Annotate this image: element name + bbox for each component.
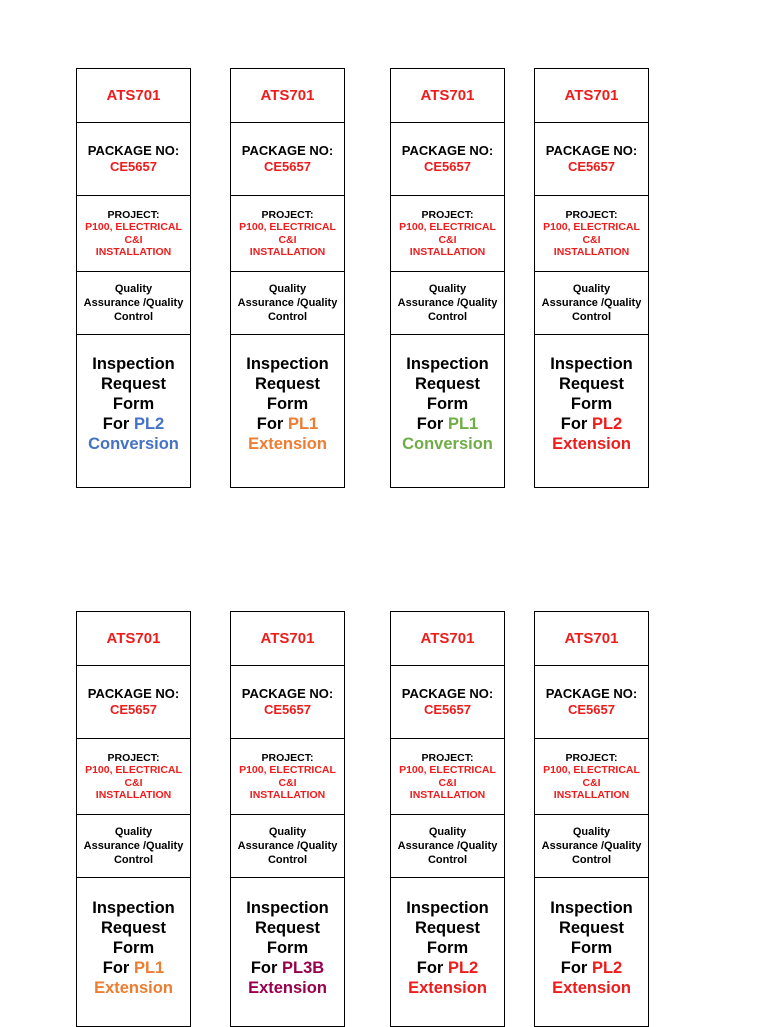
- for-word: For: [250, 959, 278, 977]
- project-line: INSTALLATION: [553, 246, 630, 258]
- form-for-line: [103, 958, 164, 978]
- qa-line: Control: [427, 311, 468, 323]
- form-title-cell: [535, 335, 648, 487]
- qa-line: Quality: [268, 283, 307, 295]
- qa-line: Quality: [572, 283, 611, 295]
- package-label: PACKAGE NO:: [87, 686, 180, 701]
- project-label: PROJECT:: [107, 208, 160, 221]
- project-cell: [77, 196, 190, 272]
- spine-label: [534, 611, 649, 1027]
- form-kind: Extension: [248, 435, 327, 453]
- label-code: [391, 612, 504, 666]
- form-line: Form: [112, 395, 155, 413]
- package-number: CE5657: [264, 702, 311, 717]
- form-kind: Conversion: [402, 435, 493, 453]
- spine-label: [534, 68, 649, 488]
- project-cell: [535, 739, 648, 815]
- qa-line: Control: [113, 311, 154, 323]
- project-label: PROJECT:: [107, 751, 160, 764]
- project-line: INSTALLATION: [249, 789, 326, 801]
- form-kind: Conversion: [88, 435, 179, 453]
- spine-label: [390, 68, 505, 488]
- label-code-text: ATS701: [106, 87, 161, 104]
- project-cell: [231, 196, 344, 272]
- form-title-cell: [535, 878, 648, 1026]
- for-word: For: [102, 959, 130, 977]
- package-cell: [391, 666, 504, 739]
- label-code-text: ATS701: [420, 87, 475, 104]
- qa-line: Assurance /Quality: [541, 297, 642, 309]
- package-number: CE5657: [568, 702, 615, 717]
- project-line: C&I: [582, 233, 601, 246]
- qa-line: Control: [571, 854, 612, 866]
- for-word: For: [560, 959, 588, 977]
- package-label: PACKAGE NO:: [401, 686, 494, 701]
- form-title-cell: [231, 878, 344, 1026]
- project-line: P100, ELECTRICAL: [399, 764, 496, 776]
- form-title-cell: [77, 878, 190, 1026]
- for-word: For: [256, 415, 284, 433]
- project-cell: [391, 196, 504, 272]
- form-for-line: [417, 414, 478, 434]
- label-code: [231, 69, 344, 123]
- form-line: Form: [426, 939, 469, 957]
- form-line: Form: [266, 395, 309, 413]
- project-line: C&I: [278, 776, 297, 789]
- package-number: CE5657: [424, 702, 471, 717]
- project-cell: [77, 739, 190, 815]
- form-line: Request: [100, 919, 167, 937]
- qa-line: Assurance /Quality: [397, 297, 498, 309]
- qa-line: Assurance /Quality: [397, 840, 498, 852]
- project-line: P100, ELECTRICAL: [85, 764, 182, 776]
- spine-label: [76, 68, 191, 488]
- form-line: Inspection: [92, 899, 175, 917]
- form-for-line: [103, 414, 164, 434]
- label-code: [77, 612, 190, 666]
- form-kind: Extension: [248, 979, 327, 997]
- qa-line: Quality: [428, 283, 467, 295]
- project-line: C&I: [278, 233, 297, 246]
- form-kind: Extension: [552, 435, 631, 453]
- project-label: PROJECT:: [421, 208, 474, 221]
- form-line: Form: [112, 939, 155, 957]
- qa-line: Control: [427, 854, 468, 866]
- qa-cell: [231, 272, 344, 335]
- qa-line: Assurance /Quality: [237, 297, 338, 309]
- qa-cell: [535, 272, 648, 335]
- project-line: P100, ELECTRICAL: [543, 221, 640, 233]
- label-code-text: ATS701: [260, 87, 315, 104]
- project-line: P100, ELECTRICAL: [239, 764, 336, 776]
- pl-code: PL2: [591, 959, 623, 977]
- package-label: PACKAGE NO:: [545, 686, 638, 701]
- qa-line: Assurance /Quality: [83, 840, 184, 852]
- project-line: P100, ELECTRICAL: [543, 764, 640, 776]
- qa-line: Control: [113, 854, 154, 866]
- form-line: Inspection: [550, 899, 633, 917]
- qa-cell: [535, 815, 648, 878]
- form-title-cell: [77, 335, 190, 487]
- form-line: Inspection: [406, 355, 489, 373]
- project-line: C&I: [582, 776, 601, 789]
- label-code-text: ATS701: [564, 630, 619, 647]
- package-number: CE5657: [424, 159, 471, 174]
- form-line: Inspection: [406, 899, 489, 917]
- spine-label: [76, 611, 191, 1027]
- project-cell: [391, 739, 504, 815]
- form-for-line: [561, 414, 622, 434]
- qa-line: Quality: [114, 826, 153, 838]
- project-line: P100, ELECTRICAL: [85, 221, 182, 233]
- form-line: Request: [100, 375, 167, 393]
- form-line: Form: [570, 395, 613, 413]
- package-cell: [231, 666, 344, 739]
- for-word: For: [416, 959, 444, 977]
- form-kind: Extension: [94, 979, 173, 997]
- package-cell: [535, 123, 648, 196]
- package-cell: [77, 123, 190, 196]
- package-label: PACKAGE NO:: [241, 143, 334, 158]
- spine-label: [390, 611, 505, 1027]
- package-label: PACKAGE NO:: [401, 143, 494, 158]
- pl-code: PL1: [133, 959, 165, 977]
- form-line: Request: [558, 375, 625, 393]
- qa-line: Quality: [428, 826, 467, 838]
- package-cell: [535, 666, 648, 739]
- label-code: [77, 69, 190, 123]
- project-line: INSTALLATION: [409, 789, 486, 801]
- form-for-line: [257, 414, 318, 434]
- package-number: CE5657: [110, 159, 157, 174]
- form-line: Inspection: [246, 355, 329, 373]
- project-label: PROJECT:: [565, 751, 618, 764]
- project-line: C&I: [438, 233, 457, 246]
- qa-line: Assurance /Quality: [83, 297, 184, 309]
- for-word: For: [102, 415, 130, 433]
- form-line: Form: [426, 395, 469, 413]
- label-code-text: ATS701: [420, 630, 475, 647]
- package-label: PACKAGE NO:: [545, 143, 638, 158]
- project-label: PROJECT:: [261, 751, 314, 764]
- form-line: Form: [266, 939, 309, 957]
- qa-line: Assurance /Quality: [541, 840, 642, 852]
- package-number: CE5657: [264, 159, 311, 174]
- project-line: C&I: [438, 776, 457, 789]
- for-word: For: [416, 415, 444, 433]
- spine-label: [230, 611, 345, 1027]
- qa-line: Quality: [114, 283, 153, 295]
- pl-code: PL3B: [282, 959, 325, 977]
- project-line: INSTALLATION: [409, 246, 486, 258]
- pl-code: PL2: [591, 415, 623, 433]
- pl-code: PL1: [447, 415, 479, 433]
- package-number: CE5657: [110, 702, 157, 717]
- form-line: Request: [254, 375, 321, 393]
- project-label: PROJECT:: [261, 208, 314, 221]
- label-code: [391, 69, 504, 123]
- form-kind: Extension: [408, 979, 487, 997]
- project-line: INSTALLATION: [95, 246, 172, 258]
- form-line: Inspection: [550, 355, 633, 373]
- form-for-line: [561, 958, 622, 978]
- label-code-text: ATS701: [564, 87, 619, 104]
- project-line: INSTALLATION: [95, 789, 172, 801]
- label-code-text: ATS701: [106, 630, 161, 647]
- qa-cell: [231, 815, 344, 878]
- form-line: Request: [414, 919, 481, 937]
- project-line: P100, ELECTRICAL: [239, 221, 336, 233]
- qa-line: Control: [267, 311, 308, 323]
- for-word: For: [560, 415, 588, 433]
- label-code: [535, 612, 648, 666]
- project-line: C&I: [124, 776, 143, 789]
- qa-cell: [77, 272, 190, 335]
- form-line: Request: [254, 919, 321, 937]
- label-code-text: ATS701: [260, 630, 315, 647]
- spine-label: [230, 68, 345, 488]
- form-line: Form: [570, 939, 613, 957]
- form-line: Request: [414, 375, 481, 393]
- package-cell: [77, 666, 190, 739]
- pl-code: PL1: [287, 415, 319, 433]
- package-label: PACKAGE NO:: [241, 686, 334, 701]
- project-line: C&I: [124, 233, 143, 246]
- project-cell: [535, 196, 648, 272]
- project-label: PROJECT:: [421, 751, 474, 764]
- package-cell: [231, 123, 344, 196]
- qa-line: Quality: [268, 826, 307, 838]
- project-line: P100, ELECTRICAL: [399, 221, 496, 233]
- project-line: INSTALLATION: [249, 246, 326, 258]
- qa-cell: [391, 272, 504, 335]
- qa-line: Quality: [572, 826, 611, 838]
- package-number: CE5657: [568, 159, 615, 174]
- project-label: PROJECT:: [565, 208, 618, 221]
- form-title-cell: [391, 878, 504, 1026]
- form-for-line: [251, 958, 324, 978]
- project-cell: [231, 739, 344, 815]
- label-code: [231, 612, 344, 666]
- form-for-line: [417, 958, 478, 978]
- pl-code: PL2: [447, 959, 479, 977]
- form-line: Request: [558, 919, 625, 937]
- qa-cell: [391, 815, 504, 878]
- project-line: INSTALLATION: [553, 789, 630, 801]
- qa-line: Control: [267, 854, 308, 866]
- pl-code: PL2: [133, 415, 165, 433]
- form-kind: Extension: [552, 979, 631, 997]
- qa-line: Assurance /Quality: [237, 840, 338, 852]
- form-title-cell: [391, 335, 504, 487]
- form-title-cell: [231, 335, 344, 487]
- qa-cell: [77, 815, 190, 878]
- qa-line: Control: [571, 311, 612, 323]
- form-line: Inspection: [92, 355, 175, 373]
- form-line: Inspection: [246, 899, 329, 917]
- package-label: PACKAGE NO:: [87, 143, 180, 158]
- label-code: [535, 69, 648, 123]
- package-cell: [391, 123, 504, 196]
